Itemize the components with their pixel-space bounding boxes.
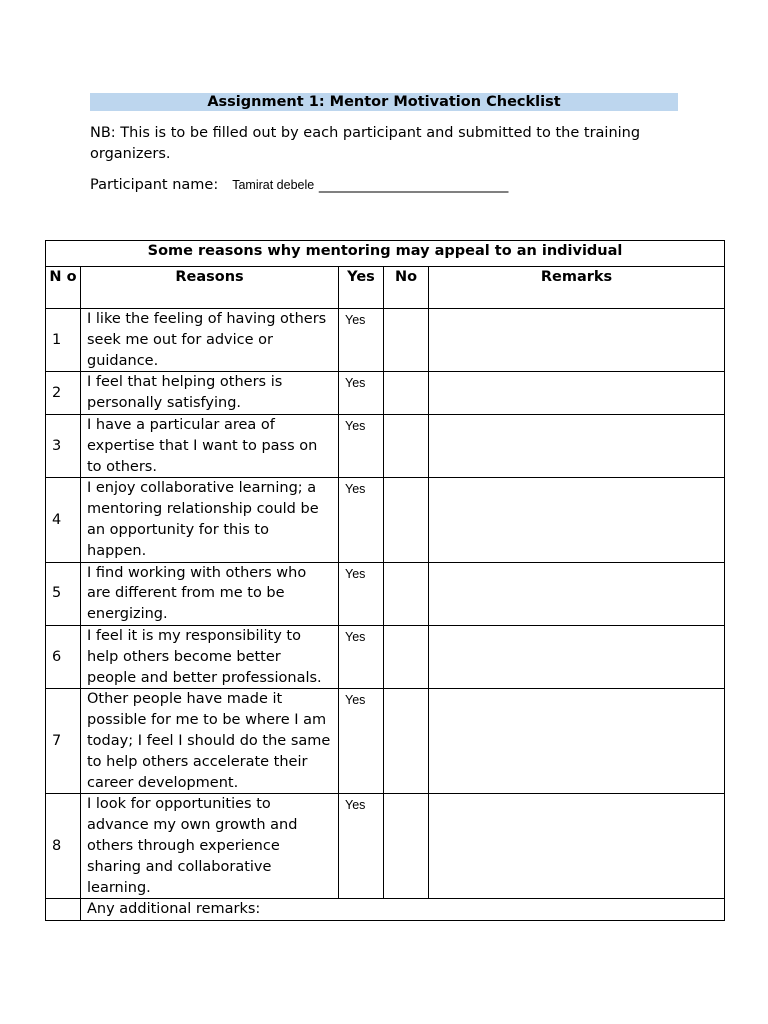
table-caption-row — [46, 241, 725, 267]
row-no-mark — [384, 309, 429, 372]
table-row — [46, 562, 725, 625]
mentoring-reasons-table — [45, 240, 725, 921]
row-no-mark — [384, 562, 429, 625]
header-yes: Yes — [339, 267, 384, 309]
row-number: 2 — [46, 372, 81, 415]
table-row — [46, 794, 725, 899]
row-reason: Other people have made it possible for me to be where I am today; I feel I should do the same to help others accelerate their career development. — [81, 689, 339, 794]
row-no-mark — [384, 372, 429, 415]
table-row — [46, 625, 725, 688]
row-remarks — [429, 562, 725, 625]
row-yes-mark: Yes — [339, 478, 384, 562]
row-remarks — [429, 478, 725, 562]
table-row — [46, 689, 725, 794]
instruction-note: NB: This is to be filled out by each participant and submitted to the training organizers. — [90, 125, 641, 162]
row-no-mark — [384, 794, 429, 899]
row-number: 4 — [46, 478, 81, 562]
row-yes-mark: Yes — [339, 625, 384, 688]
table-row — [46, 478, 725, 562]
table-caption: Some reasons why mentoring may appeal to an individual — [46, 241, 725, 267]
participant-label: Participant name: — [90, 177, 219, 193]
row-reason: I enjoy collaborative learning; a mentoring relationship could be an opportunity for this to happen. — [81, 478, 339, 562]
row-remarks — [429, 372, 725, 415]
row-number: 8 — [46, 794, 81, 899]
row-reason: I have a particular area of expertise that I want to pass on to others. — [81, 414, 339, 477]
row-yes-mark: Yes — [339, 372, 384, 415]
row-reason: I find working with others who are different from me to be energizing. — [81, 562, 339, 625]
table-row — [46, 414, 725, 477]
table-header-row — [46, 267, 725, 309]
row-remarks — [429, 414, 725, 477]
row-reason: I feel it is my responsibility to help others become better people and better professionals. — [81, 625, 339, 688]
row-number: 5 — [46, 562, 81, 625]
row-number: 7 — [46, 689, 81, 794]
row-yes-mark: Yes — [339, 562, 384, 625]
row-remarks — [429, 309, 725, 372]
participant-name-line: ____________________________ — [318, 177, 508, 193]
table-row — [46, 309, 725, 372]
document-title: Assignment 1: Mentor Motivation Checklist — [90, 93, 678, 111]
row-no-mark — [384, 478, 429, 562]
table-row — [46, 372, 725, 415]
row-remarks — [429, 689, 725, 794]
header-no-column: No — [384, 267, 429, 309]
additional-remarks-row — [46, 899, 725, 921]
header-remarks: Remarks — [429, 267, 725, 309]
additional-remarks-num — [46, 899, 81, 921]
row-reason: I like the feeling of having others seek me out for advice or guidance. — [81, 309, 339, 372]
additional-remarks-label: Any additional remarks: — [81, 899, 725, 921]
row-number: 3 — [46, 414, 81, 477]
participant-name-value: Tamirat debele — [232, 178, 315, 192]
row-number: 1 — [46, 309, 81, 372]
row-remarks — [429, 625, 725, 688]
row-remarks — [429, 794, 725, 899]
row-yes-mark: Yes — [339, 309, 384, 372]
header-reasons: Reasons — [81, 267, 339, 309]
row-yes-mark: Yes — [339, 794, 384, 899]
row-no-mark — [384, 689, 429, 794]
row-no-mark — [384, 414, 429, 477]
participant-field — [90, 175, 508, 196]
row-yes-mark: Yes — [339, 414, 384, 477]
row-reason: I feel that helping others is personally satisfying. — [81, 372, 339, 415]
row-reason: I look for opportunities to advance my own growth and others through experience sharing and collaborative learning. — [81, 794, 339, 899]
row-yes-mark: Yes — [339, 689, 384, 794]
header-no: N o — [46, 267, 81, 309]
row-number: 6 — [46, 625, 81, 688]
row-no-mark — [384, 625, 429, 688]
